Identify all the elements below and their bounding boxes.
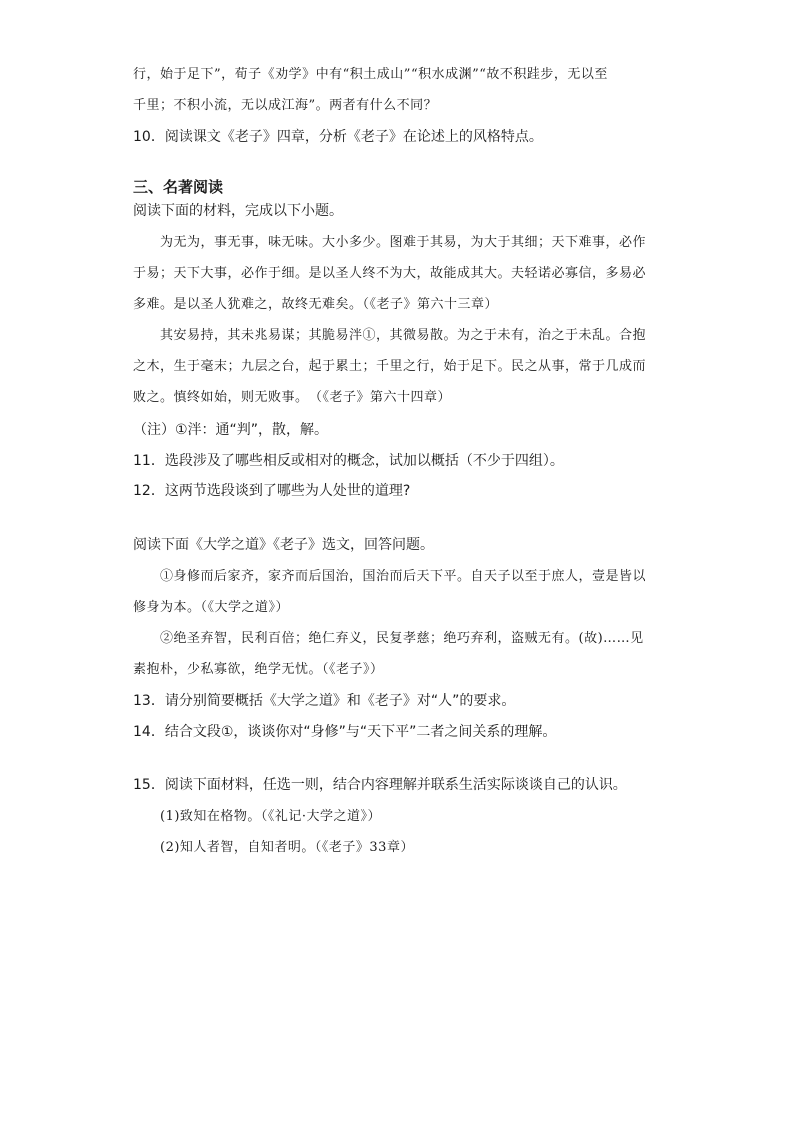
- passage-2-line-1: 其安易持，其未兆易谋；其脆易泮①，其微易散。为之于未有，治之于未乱。合抱: [160, 328, 647, 343]
- question-13: 13．请分别简要概括《大学之道》和《老子》对“人”的要求。: [133, 693, 516, 709]
- passage-1-line-1: 为无为，事无事，味无味。大小多少。图难于其易，为大于其细；天下难事，必作: [160, 235, 647, 250]
- footnote: （注）①泮：通“判”，散，解。: [133, 422, 329, 438]
- intro-line-1: 行，始于足下”，荀子《劝学》中有“积土成山”“积水成渊”“故不积跬步，无以至: [133, 67, 608, 82]
- question-15-item-1: (1)致知在格物。（《礼记·大学之道》）: [160, 809, 382, 824]
- passage-2-line-2: 之木，生于毫末；九层之台，起于累土；千里之行，始于足下。民之从事，常于几成而: [133, 359, 647, 374]
- passage-1-line-2: 于易；天下大事，必作于细。是以圣人终不为大，故能成其大。夫轻诺必寡信，多易必: [133, 266, 647, 281]
- passage-b2-line-2: 素抱朴，少私寡欲，绝学无忧。（《老子》）: [133, 662, 384, 677]
- question-10: 10．阅读课文《老子》四章，分析《老子》在论述上的风格特点。: [133, 129, 543, 145]
- question-15-item-2: (2)知人者智，自知者明。（《老子》33章）: [160, 840, 414, 855]
- question-11: 11．选段涉及了哪些相反或相对的概念，试加以概括（不少于四组）。: [133, 453, 564, 469]
- section-instruction: 阅读下面的材料，完成以下小题。: [133, 203, 343, 219]
- intro-line-2: 千里；不积小流，无以成江海”。两者有什么不同？: [133, 98, 438, 113]
- question-12: 12．这两节选段谈到了哪些为人处世的道理?: [133, 483, 411, 499]
- passage-b2-line-1: ②绝圣弃智，民利百倍；绝仁弃义，民复孝慈；绝巧弃利，盗贼无有。(故)……见: [160, 631, 644, 646]
- question-15: 15．阅读下面材料，任选一则，结合内容理解并联系生活实际谈谈自己的认识。: [133, 777, 627, 793]
- section-b-instruction: 阅读下面《大学之道》《老子》选文，回答问题。: [133, 537, 434, 553]
- question-14: 14．结合文段①，谈谈你对“身修”与“天下平”二者之间关系的理解。: [133, 724, 557, 740]
- passage-1-line-3: 多难。是以圣人犹难之，故终无难矣。（《老子》第六十三章）: [133, 297, 499, 312]
- passage-b1-line-1: ①身修而后家齐，家齐而后国治，国治而后天下平。自天子以至于庶人，壹是皆以: [160, 569, 647, 584]
- passage-b1-line-2: 修身为本。（《大学之道》）: [133, 600, 290, 615]
- passage-2-line-3: 败之。慎终如始，则无败事。 （《老子》第六十四章）: [133, 390, 452, 405]
- section-title: 三、名著阅读: [133, 178, 224, 196]
